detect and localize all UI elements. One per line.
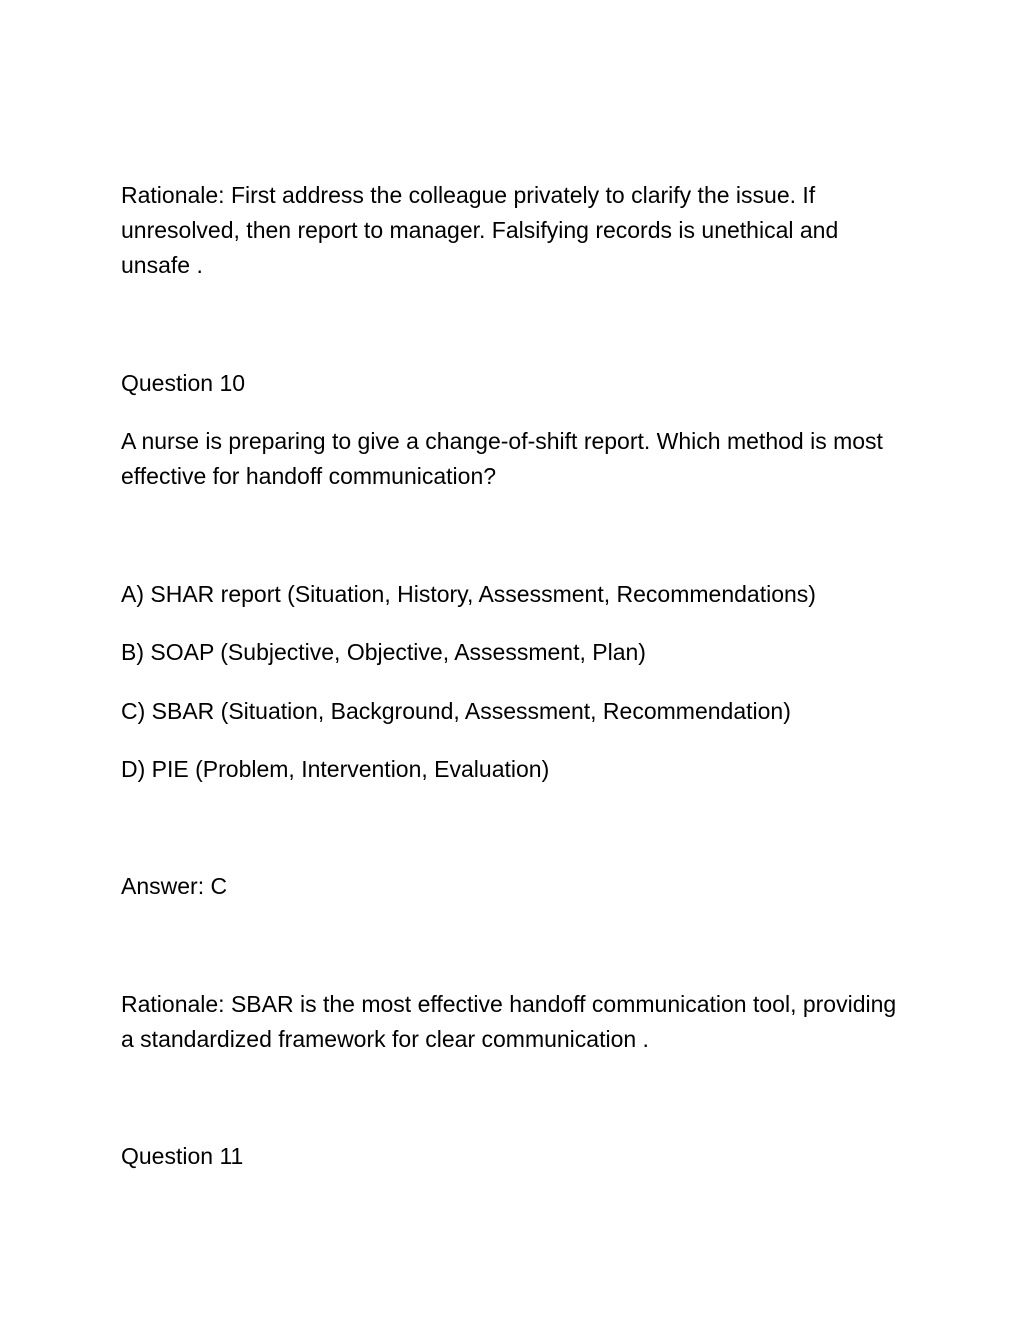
answer-option-a: A) SHAR report (Situation, History, Assessment, Recommendations) — [121, 581, 816, 607]
answer-option-b: B) SOAP (Subjective, Objective, Assessment, Plan) — [121, 639, 646, 665]
answer-option-c: C) SBAR (Situation, Background, Assessment, Recommendation) — [121, 698, 791, 724]
question-stem: A nurse is preparing to give a change-of-shift report. Which method is most effective for handoff communication? — [121, 428, 883, 489]
rationale-paragraph: Rationale: First address the colleague privately to clarify the issue. If unresolved, then report to manager. Falsifying records is unethical and unsafe . — [121, 182, 839, 278]
answer-line: Answer: C — [121, 873, 228, 899]
rationale-paragraph: Rationale: SBAR is the most effective handoff communication tool, providing a standardized framework for clear communication . — [121, 991, 897, 1052]
answer-option-d: D) PIE (Problem, Intervention, Evaluation) — [121, 756, 550, 782]
question-heading: Question 11 — [121, 1143, 244, 1169]
question-heading: Question 10 — [121, 370, 246, 396]
